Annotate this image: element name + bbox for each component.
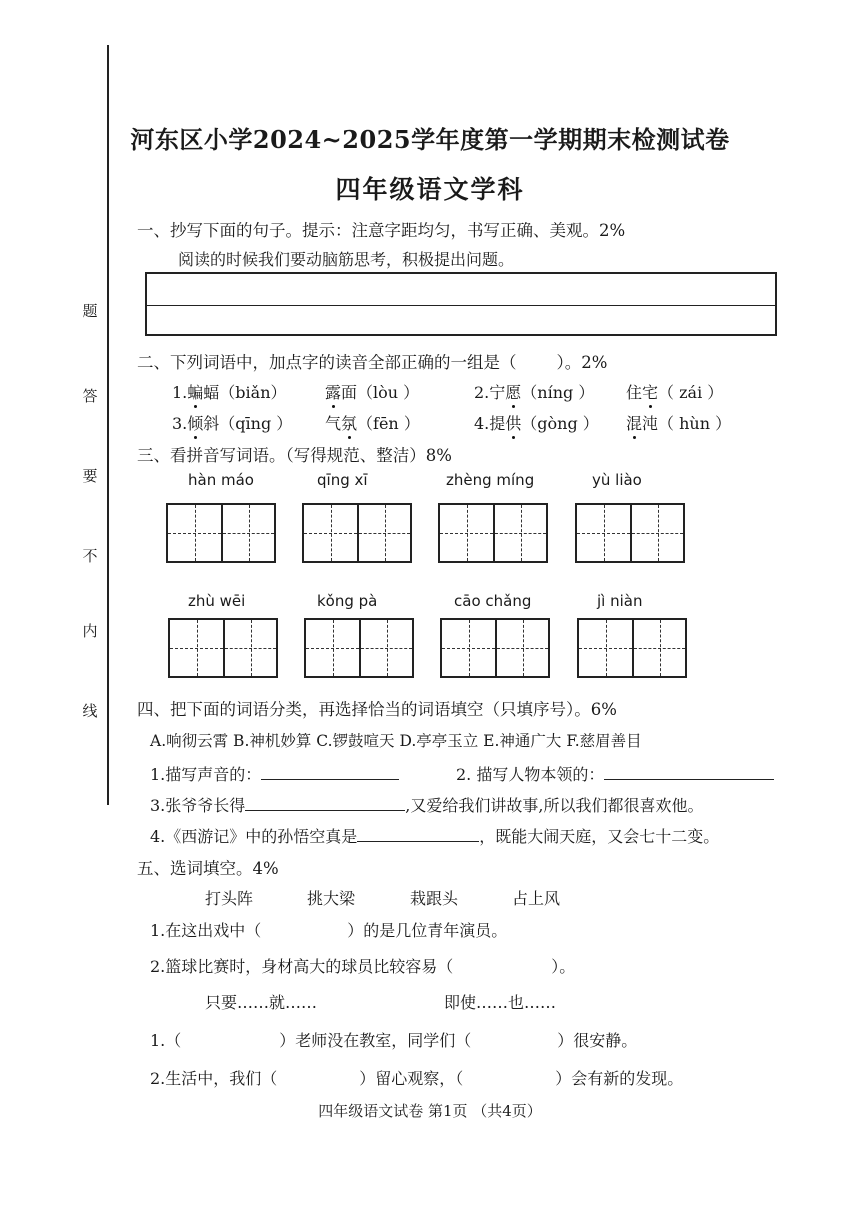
q5-word-3: 栽跟头 xyxy=(410,889,459,908)
writing-grid[interactable] xyxy=(304,618,414,678)
margin-label: 答 xyxy=(82,387,98,405)
q4-line-1: 1.描写声音的： xyxy=(150,762,399,785)
q4-line-2: 3.张爷爷长得 ,又爱给我们讲故事,所以我们都很喜欢他。 xyxy=(150,796,704,815)
copy-writing-box[interactable] xyxy=(145,272,777,336)
writing-grid[interactable] xyxy=(575,503,685,563)
q2-row-2: 4.提供（gòng ） xyxy=(474,411,599,434)
pinyin-label: hàn máo xyxy=(188,471,254,489)
q4-line-1b: 2. 描写人物本领的： xyxy=(456,762,774,785)
margin-label: 线 xyxy=(82,702,98,720)
pinyin-label: qīng xī xyxy=(317,471,368,489)
q2-row-1: 2.宁愿（níng ） xyxy=(474,380,594,403)
exam-title: 河东区小学2024~2025学年度第一学期期末检测试卷 xyxy=(130,125,730,154)
q5-word-4: 占上风 xyxy=(512,889,561,908)
writing-grid[interactable] xyxy=(166,503,276,563)
q2-row-1: 1.蝙蝠（biǎn） xyxy=(172,380,287,403)
pinyin-label: cāo chǎng xyxy=(454,592,532,610)
answer-blank[interactable] xyxy=(604,765,774,780)
page-footer: 四年级语文试卷 第1页 （共4页） xyxy=(318,1102,542,1120)
q3-heading: 三、看拼音写词语。（写得规范、整洁）8% xyxy=(137,446,452,465)
writing-grid[interactable] xyxy=(302,503,412,563)
writing-grid[interactable] xyxy=(440,618,550,678)
pinyin-label: zhù wēi xyxy=(188,592,246,610)
q1-sentence: 阅读的时候我们要动脑筋思考，积极提出问题。 xyxy=(178,250,515,269)
margin-label: 内 xyxy=(82,622,98,640)
answer-blank[interactable] xyxy=(357,827,479,842)
q5-conjunction-1: 只要……就…… xyxy=(205,993,318,1012)
writing-grid[interactable] xyxy=(577,618,687,678)
q5-word-1: 打头阵 xyxy=(205,889,254,908)
pinyin-label: kǒng pà xyxy=(317,592,378,610)
answer-blank[interactable] xyxy=(261,765,399,780)
pinyin-label: yù liào xyxy=(592,471,642,489)
writing-grid[interactable] xyxy=(168,618,278,678)
margin-label: 不 xyxy=(82,547,98,565)
writing-grid[interactable] xyxy=(438,503,548,563)
q4-line-3: 4.《西游记》中的孙悟空真是 ，既能大闹天庭，又会七十二变。 xyxy=(150,827,720,846)
q5-sentence-1: 1.在这出戏中（ ）的是几位青年演员。 xyxy=(150,921,508,940)
binding-line xyxy=(107,45,109,805)
margin-label: 题 xyxy=(82,302,98,320)
q2-row-2: 气氛（fēn ） xyxy=(325,411,420,434)
pinyin-label: zhèng míng xyxy=(446,471,535,489)
q2-row-2: 混沌（ hùn ） xyxy=(626,411,731,434)
answer-blank[interactable] xyxy=(245,796,405,811)
q2-row-1: 露面（lòu ） xyxy=(325,380,419,403)
q5-sentence-2: 2.篮球比赛时，身材高大的球员比较容易（ ）。 xyxy=(150,957,576,976)
pinyin-label: jì niàn xyxy=(597,592,643,610)
q2-row-2: 3.倾斜（qīng ） xyxy=(172,411,292,434)
margin-label: 要 xyxy=(82,467,98,485)
q4-heading: 四、把下面的词语分类，再选择恰当的词语填空（只填序号）。6% xyxy=(137,700,617,719)
q4-word-options: A.响彻云霄 B.神机妙算 C.锣鼓喧天 D.亭亭玉立 E.神通广大 F.慈眉善目 xyxy=(150,732,642,750)
exam-subtitle: 四年级语文学科 xyxy=(335,175,525,204)
q2-heading: 二、下列词语中，加点字的读音全部正确的一组是（ ）。2% xyxy=(137,353,608,372)
q5-word-2: 挑大梁 xyxy=(307,889,356,908)
q5-sentence-3: 1.（ ）老师没在教室，同学们（ ）很安静。 xyxy=(150,1031,638,1050)
q1-heading: 一、抄写下面的句子。提示：注意字距均匀，书写正确、美观。2% xyxy=(137,221,626,240)
q5-heading: 五、选词填空。4% xyxy=(137,859,279,878)
q2-row-1: 住宅（ zái ） xyxy=(626,380,723,403)
q5-conjunction-2: 即使……也…… xyxy=(444,993,557,1012)
q5-sentence-4: 2.生活中，我们（ ）留心观察，（ ）会有新的发现。 xyxy=(150,1069,684,1088)
